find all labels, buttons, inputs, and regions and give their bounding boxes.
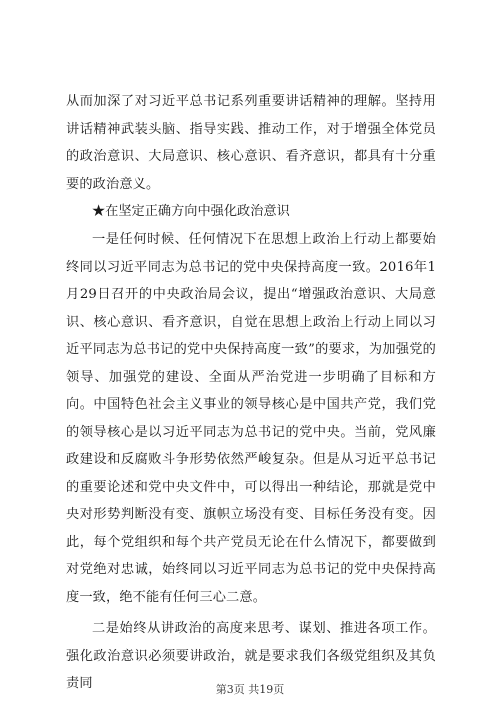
document-body bbox=[66, 88, 436, 698]
paragraph-point-one: 一是任何时候、任何情况下在思想上政治上行动上都要始终同以习近平同志为总书记的党中央保持高度一致。2016年1月29日召开的中央政治局会议，提出“增强政治意识、大局意识、核心意识、看齐意识，自觉在思想上政治上行动上同以习近平同志为总书记的党中央保持高度一致”的要求，为加强党的领导、加强党的建设、全面从严治党进一步明确了目标和方向。中国特色社会主义事业的领导核心是中国共产党，我们党的领导核心是以习近平同志为总书记的党中央。当前，党风廉政建设和反腐败斗争形势依然严峻复杂。但是从习近平总书记的重要论述和党中央文件中，可以得出一种结论，那就是党中央对形势判断没有变、旗帜立场没有变、目标任务没有变。因此，每个党组织和每个共产党员无论在什么情况下，都要做到对党绝对忠诚，始终同以习近平同志为总书记的党中央保持高度一致，绝不能有任何三心二意。 bbox=[66, 232, 436, 605]
section-heading: ★在坚定正确方向中强化政治意识 bbox=[92, 204, 290, 219]
page-footer: 第3页 共19页 bbox=[215, 683, 285, 696]
paragraph-point-two: 二是始终从讲政治的高度来思考、谋划、推进各项工作。强化政治意识必须要讲政治，就是要求我们各级党组织及其负责同 bbox=[66, 621, 436, 691]
paragraph-continued: 从而加深了对习近平总书记系列重要讲话精神的理解。坚持用讲话精神武装头脑、指导实践、推动工作，对于增强全体党员的政治意识、大局意识、核心意识、看齐意识，都具有十分重要的政治意义。 bbox=[66, 94, 436, 192]
